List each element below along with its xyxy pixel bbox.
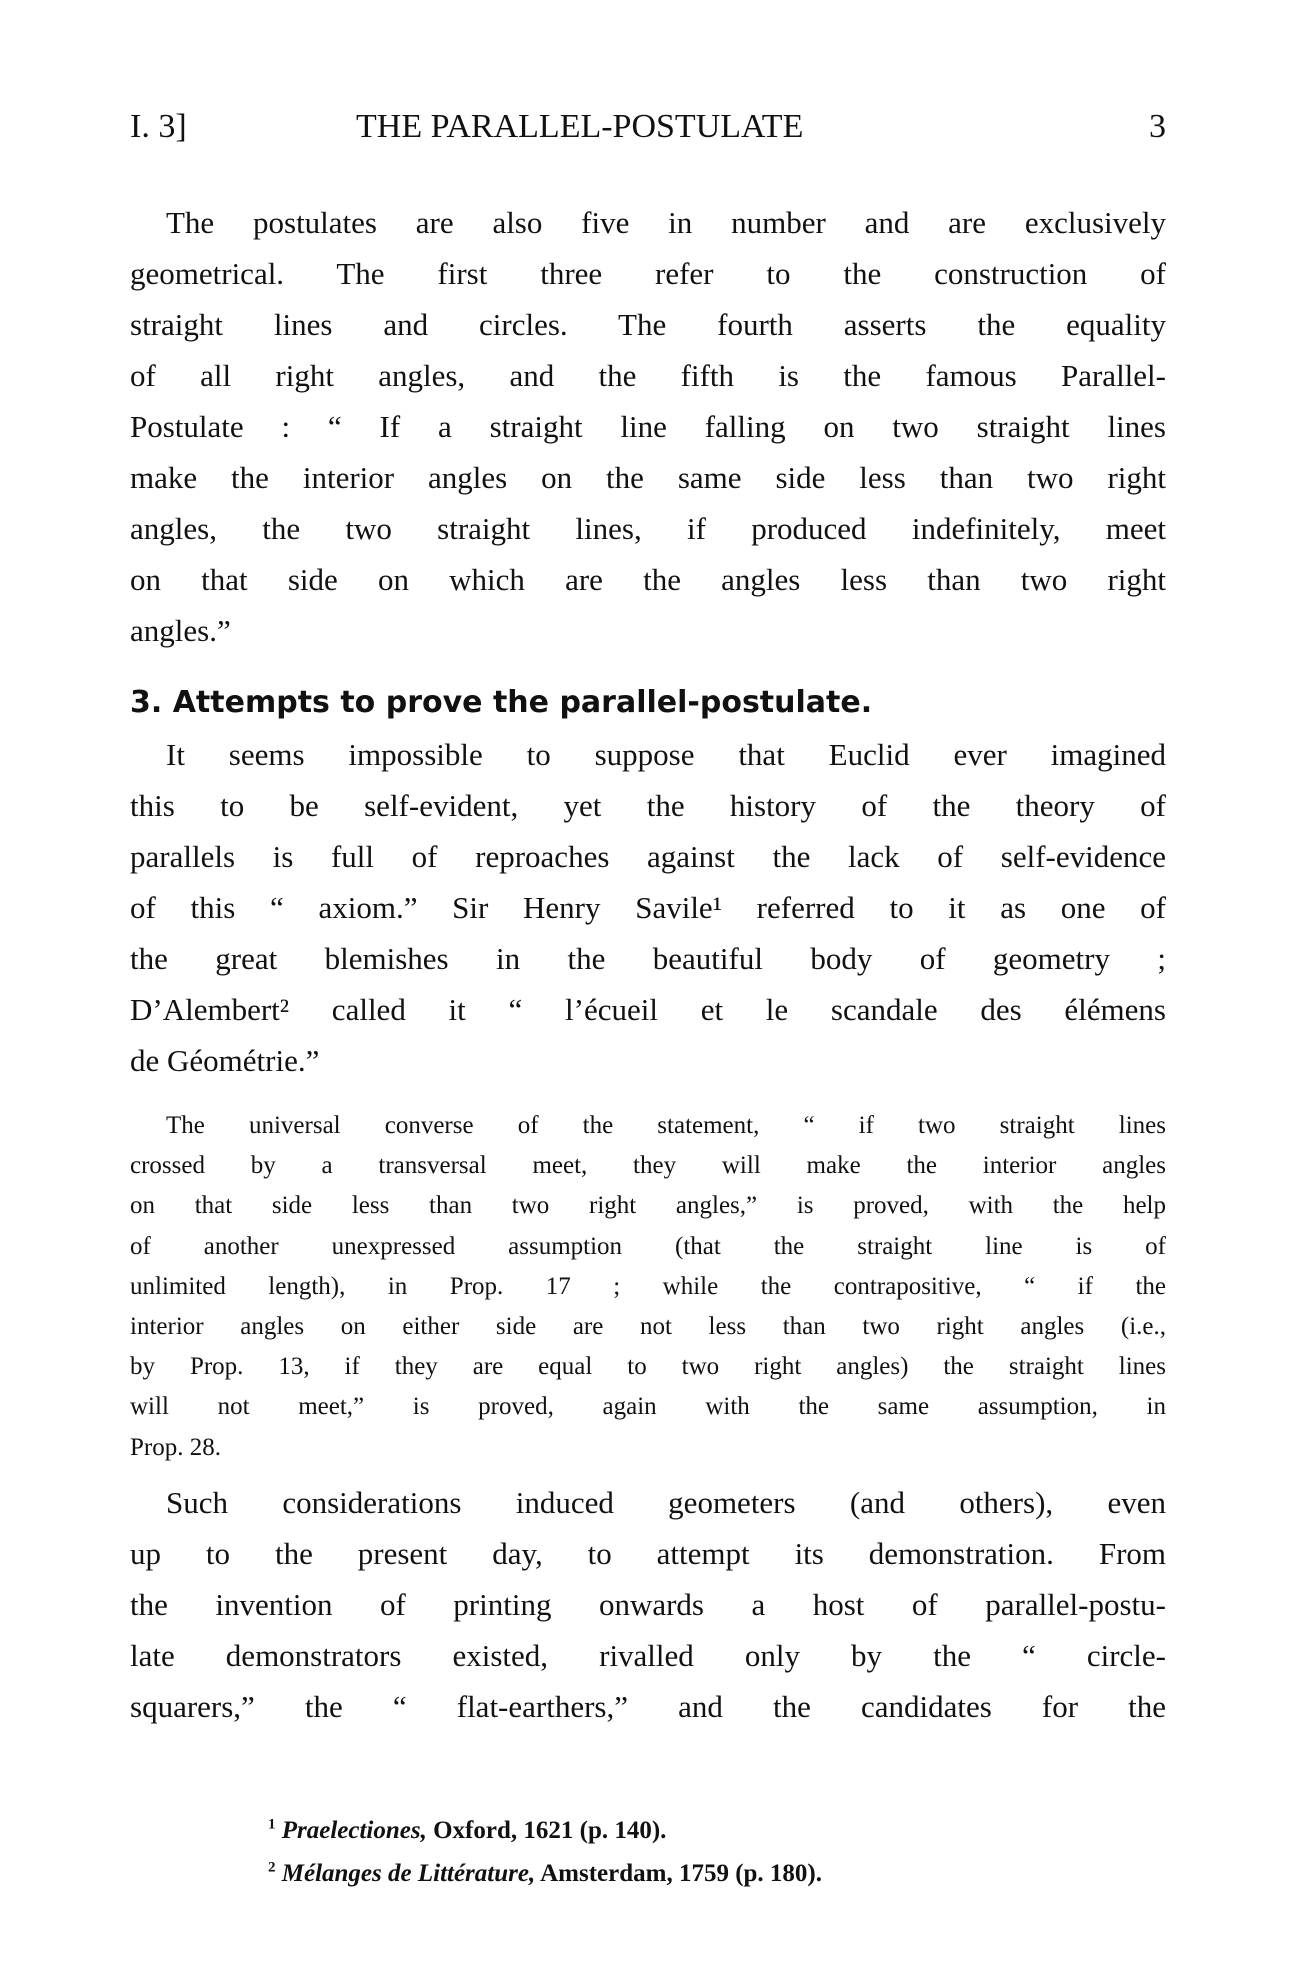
text-line: unlimited length), in Prop. 17 ; while the contrapositive, “ if the: [130, 1272, 1166, 1300]
running-header: [130, 108, 1166, 158]
text-line: make the interior angles on the same side less than two right: [130, 460, 1166, 495]
paragraph-considerations: [130, 1477, 1166, 1732]
footnote-1: [268, 1811, 666, 1851]
running-title: THE PARALLEL-POSTULATE: [356, 108, 804, 145]
footnote-mark: 2: [268, 1859, 276, 1876]
text-line: this to be self-evident, yet the history of the theory of: [130, 788, 1166, 823]
text-line: the great blemishes in the beautiful body of geometry ;: [130, 941, 1166, 976]
text-line: Such considerations induced geometers (and others), even: [166, 1485, 1166, 1520]
page-number: 3: [1149, 108, 1166, 145]
text-line: parallels is full of reproaches against the lack of self-evidence: [130, 839, 1166, 874]
text-line: D’Alembert² called it “ l’écueil et le scandale des élémens: [130, 992, 1166, 1027]
text-line: on that side less than two right angles,” is proved, with the help: [130, 1192, 1166, 1220]
section-heading: 3. Attempts to prove the parallel-postulate.: [130, 685, 873, 720]
text-line: The universal converse of the statement, “ if two straight lines: [166, 1112, 1166, 1139]
footnote-mark: 1: [268, 1816, 276, 1833]
text-line: on that side on which are the angles less than two right: [130, 562, 1166, 597]
paragraph-postulates: [130, 197, 1166, 656]
text-line: squarers,” the “ flat-earthers,” and the candidates for the: [130, 1689, 1166, 1724]
footnote-2: [268, 1854, 822, 1894]
text-line: of this “ axiom.” Sir Henry Savile¹ referred to it as one of: [130, 890, 1166, 925]
footnote-title: Mélanges de Littérature,: [281, 1860, 536, 1887]
text-line: the invention of printing onwards a host of parallel-postu-: [130, 1587, 1166, 1622]
text-line: will not meet,” is proved, again with the same assumption, in: [130, 1393, 1166, 1421]
text-line: of all right angles, and the fifth is the famous Parallel-: [130, 358, 1166, 393]
text-line: of another unexpressed assumption (that the straight line is of: [130, 1232, 1166, 1260]
text-line: Prop. 28.: [130, 1433, 221, 1461]
text-line: interior angles on either side are not less than two right angles (i.e.,: [130, 1312, 1166, 1340]
text-line: straight lines and circles. The fourth asserts the equality: [130, 307, 1166, 342]
text-line: angles.”: [130, 613, 231, 648]
text-line: angles, the two straight lines, if produced indefinitely, meet: [130, 511, 1166, 546]
text-line: Postulate : “ If a straight line falling on two straight lines: [130, 409, 1166, 444]
paragraph-attempts: [130, 729, 1166, 1086]
small-print-note: [130, 1106, 1166, 1468]
footnote-text: Oxford, 1621 (p. 140).: [426, 1817, 667, 1844]
text-line: de Géométrie.”: [130, 1043, 320, 1078]
section-ref: I. 3]: [130, 108, 187, 145]
text-line: It seems impossible to suppose that Euclid ever imagined: [166, 737, 1166, 772]
text-line: up to the present day, to attempt its demonstration. From: [130, 1536, 1166, 1571]
text-line: crossed by a transversal meet, they will make the interior angles: [130, 1152, 1166, 1180]
footnote-text: Amsterdam, 1759 (p. 180).: [535, 1860, 822, 1887]
text-line: geometrical. The first three refer to the construction of: [130, 256, 1166, 291]
text-line: by Prop. 13, if they are equal to two right angles) the straight lines: [130, 1353, 1166, 1381]
text-line: late demonstrators existed, rivalled only by the “ circle-: [130, 1638, 1166, 1673]
footnote-title: Praelectiones,: [281, 1817, 427, 1844]
text-line: The postulates are also five in number and are exclusively: [166, 205, 1166, 240]
